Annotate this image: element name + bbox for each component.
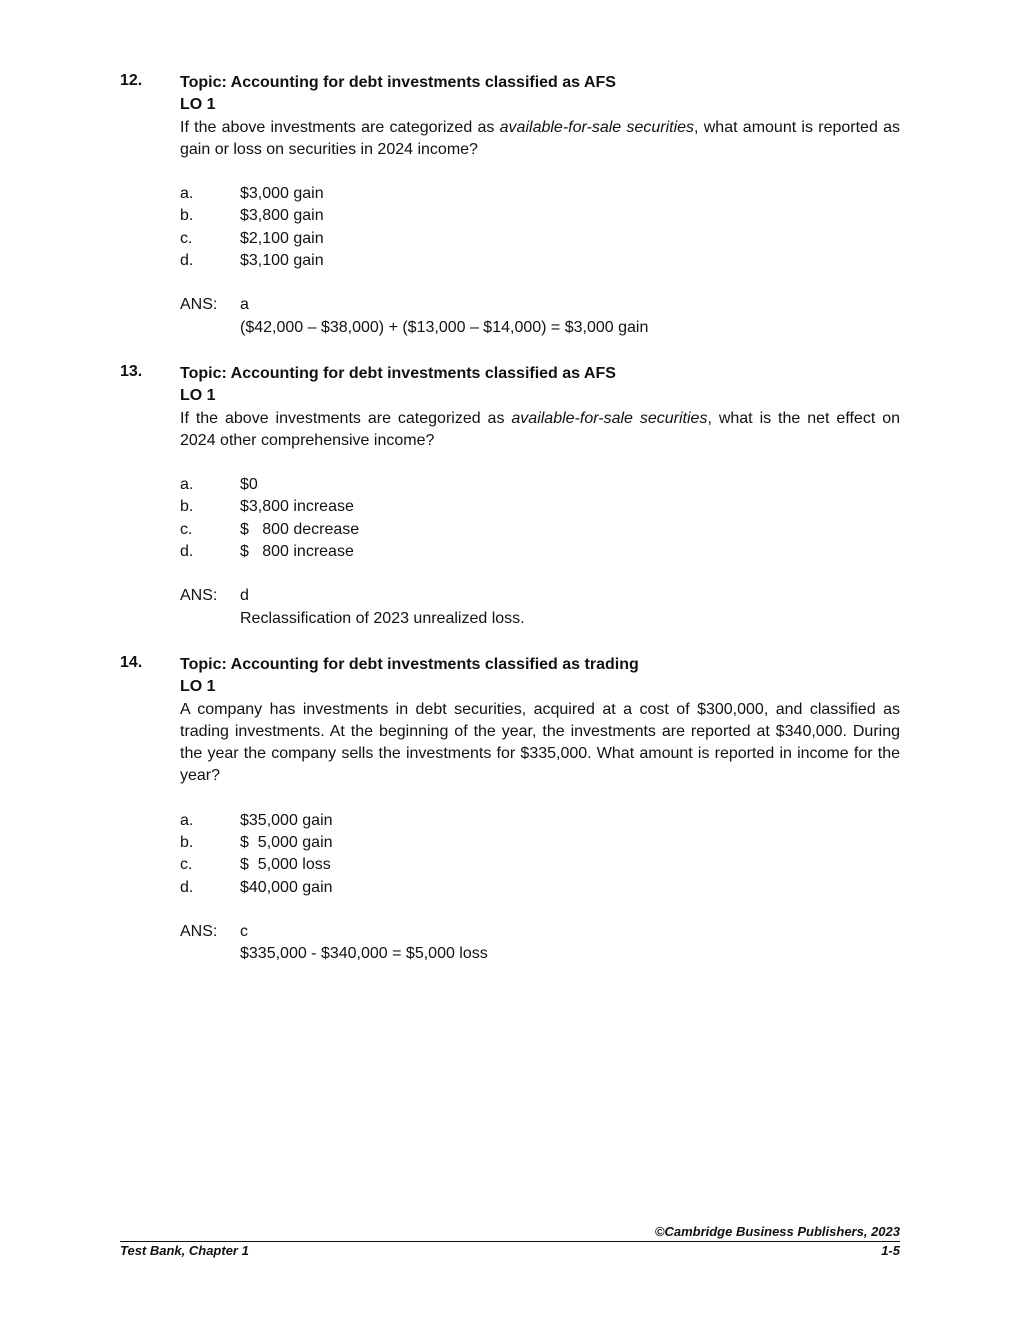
choice-d: d. $ 800 increase bbox=[180, 543, 354, 561]
question-number: 14. bbox=[120, 654, 143, 671]
question-stem: If the above investments are categorized as available-for-sale securities, what amount is reported as gain or loss on securities in 2024 income? bbox=[180, 118, 900, 158]
answer-value: c bbox=[240, 922, 248, 940]
copyright-notice: ©Cambridge Business Publishers, 2023 bbox=[654, 1224, 900, 1239]
question-stem: A company has investments in debt securities, acquired at a cost of $300,000, and classified as trading investments. At the beginning of the year, the investments are reported at $340,000. During the year the company sells the investments for $335,000. What amount is reported in income for the year? bbox=[180, 700, 900, 785]
answer-explanation: $335,000 - $340,000 = $5,000 loss bbox=[240, 945, 488, 963]
question-topic: Topic: Accounting for debt investments classified as AFS bbox=[180, 74, 616, 91]
answer-explanation: ($42,000 – $38,000) + ($13,000 – $14,000) = $3,000 gain bbox=[240, 318, 649, 336]
answer-value: a bbox=[240, 296, 249, 314]
answer-explanation: Reclassification of 2023 unrealized loss. bbox=[240, 609, 525, 627]
question-topic: Topic: Accounting for debt investments classified as trading bbox=[180, 656, 639, 673]
answer-label: ANS: bbox=[180, 296, 218, 314]
question-12 bbox=[120, 72, 900, 339]
choice-b: b. $ 5,000 gain bbox=[180, 834, 333, 852]
choice-d: d. $3,100 gain bbox=[180, 252, 324, 270]
question-13 bbox=[120, 363, 900, 630]
choice-a: a. $35,000 gain bbox=[180, 811, 333, 829]
choice-a: a. $0 bbox=[180, 476, 258, 494]
answer-choices bbox=[180, 474, 900, 563]
choice-d: d. $40,000 gain bbox=[180, 878, 333, 896]
question-topic: Topic: Accounting for debt investments classified as AFS bbox=[180, 365, 616, 382]
choice-c: c. $ 5,000 loss bbox=[180, 856, 331, 874]
question-number: 12. bbox=[120, 72, 143, 89]
choice-b: b. $3,800 increase bbox=[180, 498, 354, 516]
question-lo: LO 1 bbox=[180, 96, 216, 114]
answer-choices bbox=[180, 183, 900, 272]
choice-b: b. $3,800 gain bbox=[180, 207, 324, 225]
page-number: 1-5 bbox=[881, 1243, 900, 1258]
footer-chapter: Test Bank, Chapter 1 bbox=[120, 1243, 249, 1258]
answer-label: ANS: bbox=[180, 922, 218, 940]
question-number: 13. bbox=[120, 363, 143, 380]
choice-c: c. $2,100 gain bbox=[180, 229, 324, 247]
question-14 bbox=[120, 654, 900, 966]
page-footer bbox=[120, 1223, 900, 1260]
answer-block bbox=[180, 585, 900, 630]
question-lo: LO 1 bbox=[180, 678, 216, 696]
question-lo: LO 1 bbox=[180, 387, 216, 405]
question-stem: If the above investments are categorized as available-for-sale securities, what is the net effect on 2024 other comprehensive income? bbox=[180, 409, 900, 449]
answer-choices bbox=[180, 810, 900, 899]
answer-label: ANS: bbox=[180, 587, 218, 605]
choice-a: a. $3,000 gain bbox=[180, 185, 324, 203]
answer-block bbox=[180, 294, 900, 339]
answer-block bbox=[180, 921, 900, 966]
answer-value: d bbox=[240, 587, 249, 605]
choice-c: c. $ 800 decrease bbox=[180, 520, 360, 538]
